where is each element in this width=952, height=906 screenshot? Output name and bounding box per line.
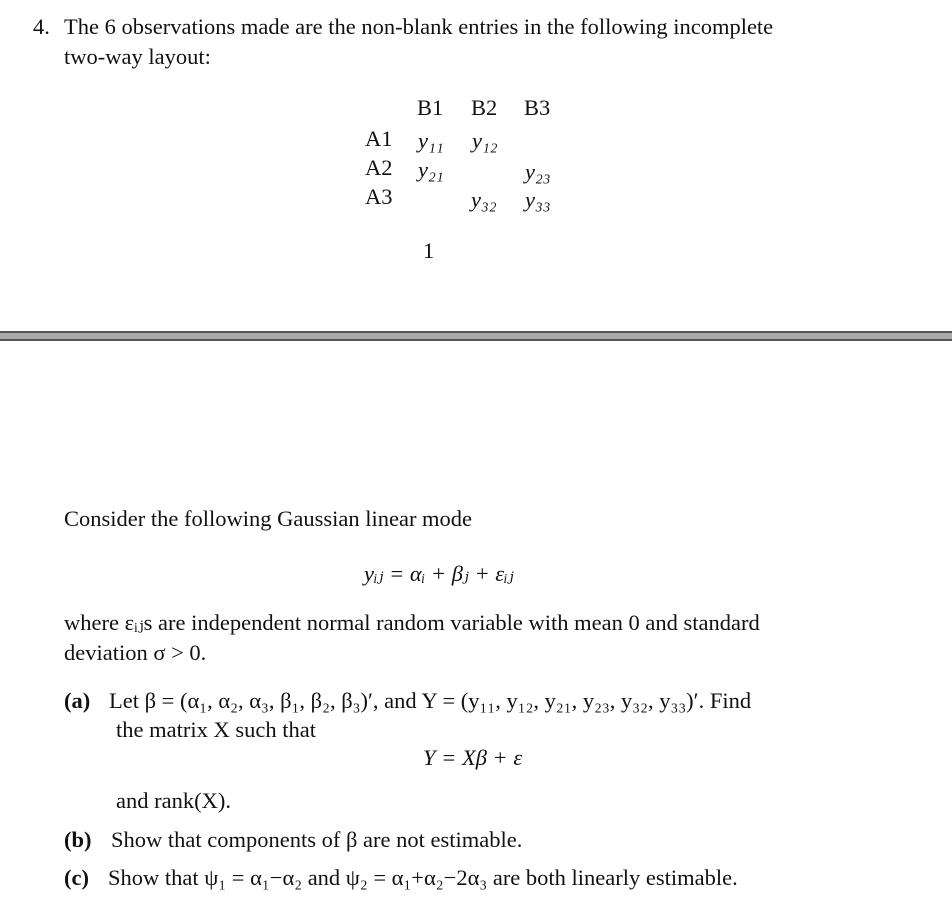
- part-c-label: (c): [64, 865, 89, 890]
- part-b-label: (b): [64, 827, 92, 852]
- intro-line-1: The 6 observations made are the non-blank entries in the following incomplete: [64, 14, 774, 39]
- part-a-line-2: the matrix X such that: [116, 717, 316, 742]
- consider-text: Consider the following Gaussian linear mode: [64, 506, 473, 531]
- row-header: A1: [365, 126, 393, 151]
- page-separator: [0, 331, 952, 341]
- table-cell: y₂₃: [525, 159, 551, 184]
- part-a-equation: Y = Xβ + ε: [423, 745, 523, 770]
- col-header: B3: [524, 95, 551, 120]
- problem-number: 4.: [33, 14, 50, 39]
- table-cell: y₁₂: [472, 128, 498, 153]
- table-cell: y₃₃: [525, 187, 551, 212]
- intro-line-2: two-way layout:: [64, 44, 211, 69]
- part-b-text: Show that components of β are not estimable.: [111, 827, 523, 852]
- col-header: B2: [471, 95, 498, 120]
- col-header: B1: [417, 95, 444, 120]
- page-number: 1: [423, 238, 435, 263]
- table-cell: y₂₁: [418, 157, 444, 182]
- part-a-line-1: Let β = (α₁, α₂, α₃, β₁, β₂, β₃)′, and Y = (y₁₁, y₁₂, y₂₁, y₂₃, y₃₂, y₃₃)′. Find: [109, 688, 752, 713]
- model-equation: yᵢⱼ = αᵢ + βⱼ + εᵢⱼ: [364, 561, 514, 586]
- part-a-line-3: and rank(X).: [116, 788, 231, 813]
- table-cell: y₁₁: [418, 128, 444, 153]
- row-header: A2: [365, 155, 393, 180]
- where-line-2: deviation σ > 0.: [64, 640, 207, 665]
- part-c-text: Show that ψ₁ = α₁−α₂ and ψ₂ = α₁+α₂−2α₃ are both linearly estimable.: [108, 865, 738, 890]
- row-header: A3: [365, 184, 393, 209]
- part-a-label: (a): [64, 688, 91, 713]
- where-line-1: where εᵢⱼs are independent normal random variable with mean 0 and standard: [64, 610, 760, 635]
- table-cell: y₃₂: [471, 187, 497, 212]
